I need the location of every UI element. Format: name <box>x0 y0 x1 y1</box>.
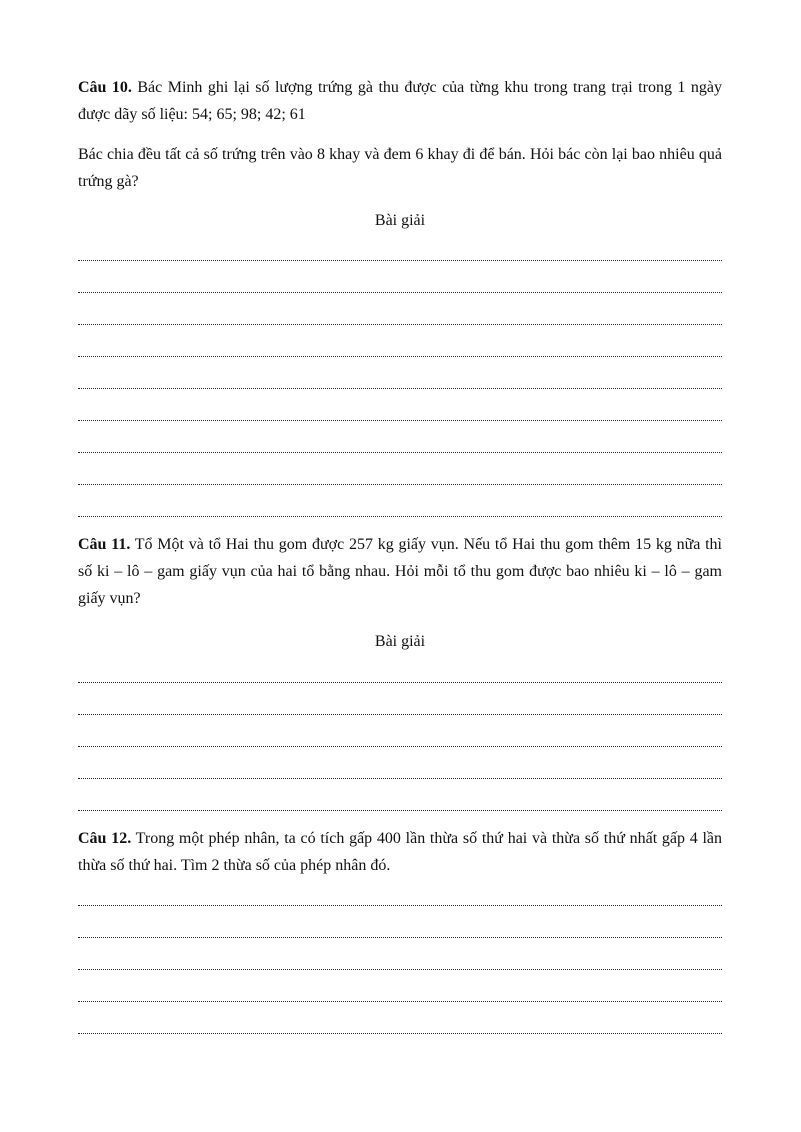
answer-line[interactable] <box>78 783 722 811</box>
answer-line[interactable] <box>78 457 722 485</box>
question-10-text <box>78 74 722 128</box>
question-10-text-2 <box>78 141 722 195</box>
answer-line[interactable] <box>78 297 722 325</box>
question-12-line-1: Trong một phép nhân, ta có tích gấp 400 lần thừa số thứ hai và thừa số thứ nhất gấp 4 lần thừa số thứ hai. Tìm 2 thừa số của phép nhân đó. <box>78 830 723 874</box>
question-11-solution-heading: Bài giải <box>374 633 426 650</box>
answer-line[interactable] <box>78 233 722 261</box>
question-11-line-1: Tổ Một và tổ Hai thu gom được 257 kg giấy vụn. Nếu tổ Hai thu gom thêm 15 kg nữa thì số ki – lô – gam giấy vụn của hai tổ bằng nhau. Hỏi mỗi tổ thu gom được bao nhiêu ki – lô – gam giấy vụn? <box>78 536 722 607</box>
question-10-line-1: Bác Minh ghi lại số lượng trứng gà thu được của từng khu trong trang trại trong 1 ngày được dãy số liệu: 54; 65; 98; 42; 61 <box>78 79 722 123</box>
answer-line[interactable] <box>78 655 722 683</box>
answer-line[interactable] <box>78 265 722 293</box>
answer-line[interactable] <box>78 329 722 357</box>
question-10-label: Câu 10. <box>78 79 132 96</box>
question-12-text <box>78 825 722 879</box>
answer-line[interactable] <box>78 878 722 906</box>
answer-line[interactable] <box>78 1006 722 1034</box>
answer-line[interactable] <box>78 719 722 747</box>
question-12-label: Câu 12. <box>78 830 132 847</box>
answer-line[interactable] <box>78 687 722 715</box>
answer-line[interactable] <box>78 751 722 779</box>
question-11-label: Câu 11. <box>78 536 131 553</box>
answer-line[interactable] <box>78 393 722 421</box>
question-10-line-2: Bác chia đều tất cả số trứng trên vào 8 khay và đem 6 khay đi để bán. Hỏi bác còn lại bao nhiêu quả trứng gà? <box>78 146 722 190</box>
answer-line[interactable] <box>78 489 722 517</box>
answer-line[interactable] <box>78 361 722 389</box>
answer-line[interactable] <box>78 910 722 938</box>
answer-line[interactable] <box>78 425 722 453</box>
question-11-text <box>78 531 722 612</box>
question-10-solution-heading: Bài giải <box>374 212 426 229</box>
answer-line[interactable] <box>78 974 722 1002</box>
answer-line[interactable] <box>78 942 722 970</box>
